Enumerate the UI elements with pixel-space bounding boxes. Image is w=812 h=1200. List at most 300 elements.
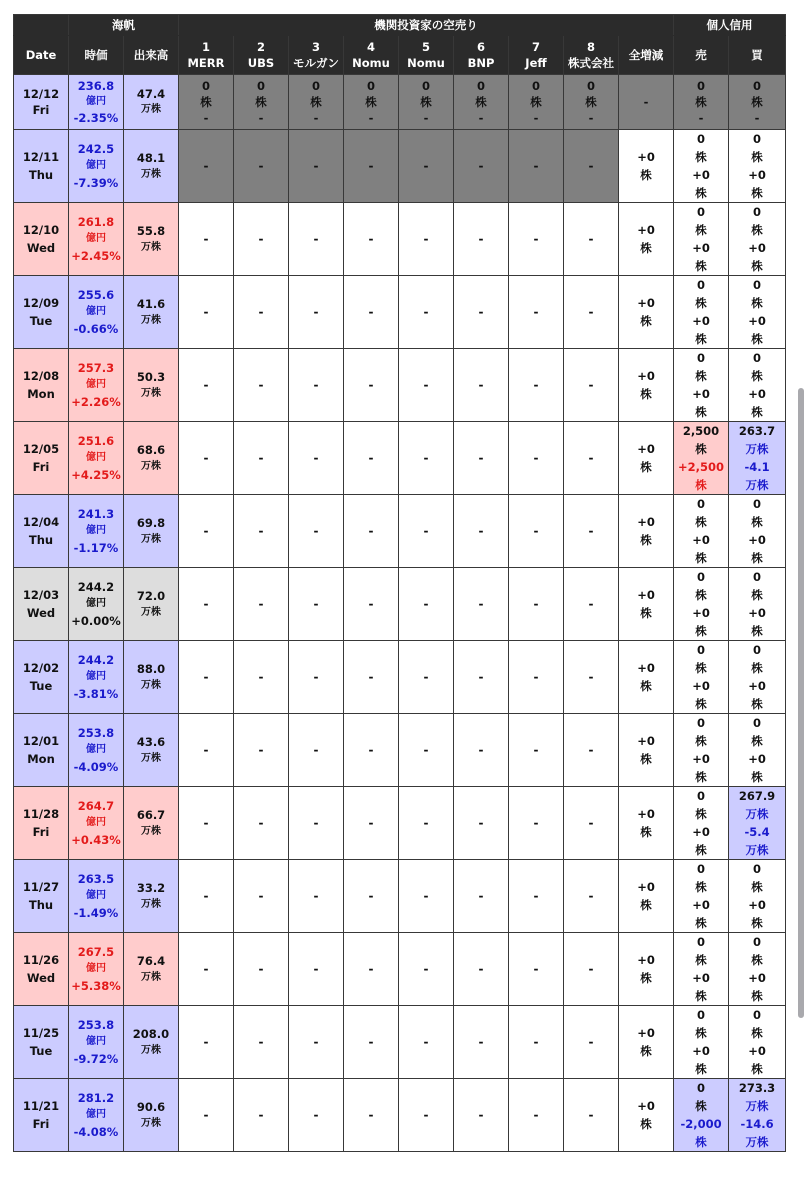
volume-cell [124,75,179,130]
inst-short-cell [234,568,289,641]
empty-dash: - [258,378,264,392]
date-group-spacer [14,15,69,36]
total-change-line: 株 [640,1117,652,1131]
empty-dash: - [368,597,374,611]
inst-short-cell [234,787,289,860]
inst-short-cell [344,203,399,276]
inst-short-cell [564,1079,619,1152]
inst-short-cell [564,75,619,130]
retail-sell-line: 株 [695,697,707,711]
inst-short-cell [399,276,454,349]
retail-sell-line: 0 [697,1081,706,1095]
date-cell [14,1006,69,1079]
inst-short-line: - [313,111,319,125]
retail-sell-line: 0 [697,570,706,584]
weekday-value: Wed [26,971,56,985]
price-cell [69,1006,124,1079]
empty-dash: - [533,524,539,538]
inst-column-name: UBS [247,56,275,70]
retail-sell-line: 株 [695,259,707,273]
empty-dash: - [478,816,484,830]
inst-short-cell [454,203,509,276]
retail-buy-line: 株 [751,369,763,383]
inst-short-cell [509,860,564,933]
inst-short-cell [454,130,509,203]
retail-sell-line: 株 [695,807,707,821]
date-cell [14,568,69,641]
price-unit: 億円 [86,1036,106,1047]
inst-column-header [399,36,454,75]
inst-column-number: 1 [201,40,210,54]
retail-buy-line: 株 [751,880,763,894]
inst-short-cell [564,495,619,568]
inst-short-cell [454,1079,509,1152]
inst-short-line: 0 [531,79,540,93]
volume-value: 76.4 [136,954,166,968]
empty-dash: - [258,159,264,173]
retail-sell-line: +0 [692,971,710,985]
price-value: 257.3 [77,361,115,375]
retail-buy-line: 株 [751,405,763,419]
price-cell [69,130,124,203]
inst-short-cell [509,349,564,422]
retail-sell-line: 0 [697,789,706,803]
retail-buy-line: 株 [751,186,763,200]
retail-sell-line: +0 [692,241,710,255]
inst-short-cell [399,422,454,495]
volume-value: 68.6 [136,443,166,457]
inst-short-cell [399,641,454,714]
price-change: -0.66% [73,322,119,336]
retail-sell-line: +0 [692,168,710,182]
inst-short-line: 株 [255,95,267,109]
price-change: -9.72% [73,1052,119,1066]
empty-dash: - [203,1035,209,1049]
empty-dash: - [368,232,374,246]
empty-dash: - [423,232,429,246]
retail-buy-line: +0 [748,241,766,255]
inst-short-cell [564,787,619,860]
retail-buy-line: 株 [751,1026,763,1040]
table-row [14,130,786,203]
empty-dash: - [478,524,484,538]
inst-short-line: 株 [365,95,377,109]
retail-buy-line: 万株 [745,1135,769,1149]
retail-sell-line: 0 [697,132,706,146]
inst-short-cell [234,933,289,1006]
retail-sell-line: 株 [695,332,707,346]
retail-sell-line: 株 [695,369,707,383]
retail-sell-line: 株 [695,405,707,419]
retail-sell-line: 株 [695,843,707,857]
retail-sell-line: +0 [692,1044,710,1058]
weekday-value: Thu [28,533,54,547]
price-cell [69,568,124,641]
empty-dash: - [203,743,209,757]
table-row [14,422,786,495]
retail-buy-line: 0 [753,935,762,949]
retail-buy-line: 0 [753,79,762,93]
inst-short-cell [344,349,399,422]
date-cell [14,276,69,349]
retail-buy-line: 263.7 [738,424,776,438]
weekday-value: Tue [29,679,53,693]
table-body [14,75,786,1152]
empty-dash: - [258,524,264,538]
retail-buy-line: 0 [753,1008,762,1022]
empty-dash: - [313,743,319,757]
volume-unit: 万株 [141,607,161,618]
empty-dash: - [203,232,209,246]
inst-short-cell [234,860,289,933]
retail-buy-line: 0 [753,570,762,584]
date-cell [14,75,69,130]
weekday-value: Thu [28,898,54,912]
date-cell [14,422,69,495]
retail-credit-group-header: 個人信用 [674,15,786,36]
inst-short-cell [234,1006,289,1079]
retail-buy-line: 株 [751,551,763,565]
empty-dash: - [533,305,539,319]
empty-dash: - [423,159,429,173]
empty-dash: - [258,889,264,903]
retail-sell-cell [674,641,729,714]
inst-short-cell [564,349,619,422]
total-change-line: +0 [637,880,655,894]
inst-short-cell [289,276,344,349]
volume-unit: 万株 [141,169,161,180]
retail-sell-line: +0 [692,533,710,547]
price-unit: 億円 [86,598,106,609]
retail-sell-cell [674,495,729,568]
retail-sell-line: 株 [695,916,707,930]
inst-short-cell [289,349,344,422]
total-change-line: +0 [637,296,655,310]
inst-short-cell [289,933,344,1006]
total-change-column-header: 全増減 [619,36,674,75]
date-value: 11/28 [22,807,60,821]
price-cell [69,276,124,349]
total-change-cell [619,422,674,495]
inst-short-cell [234,276,289,349]
retail-buy-line: 267.9 [738,789,776,803]
table-header [14,15,786,75]
retail-buy-cell [729,130,786,203]
date-cell [14,787,69,860]
price-change: -3.81% [73,687,119,701]
price-change: -1.49% [73,906,119,920]
empty-dash: - [533,378,539,392]
empty-dash: - [478,597,484,611]
inst-short-cell [234,203,289,276]
volume-unit: 万株 [141,972,161,983]
inst-short-line: 0 [476,79,485,93]
price-cell [69,787,124,860]
empty-dash: - [368,816,374,830]
inst-column-header [564,36,619,75]
total-change-line: +0 [637,442,655,456]
retail-buy-cell [729,568,786,641]
inst-short-cell [179,422,234,495]
volume-value: 72.0 [136,589,166,603]
weekday-value: Fri [32,460,50,474]
total-change-line: +0 [637,223,655,237]
date-value: 12/08 [22,369,60,383]
inst-short-cell [399,787,454,860]
empty-dash: - [203,889,209,903]
date-value: 12/09 [22,296,60,310]
inst-short-cell [344,422,399,495]
empty-dash: - [313,597,319,611]
retail-sell-line: 株 [695,186,707,200]
inst-short-line: 株 [475,95,487,109]
volume-unit: 万株 [141,1045,161,1056]
inst-short-cell [179,933,234,1006]
retail-sell-line: 0 [697,497,706,511]
price-unit: 億円 [86,890,106,901]
inst-short-cell [344,75,399,130]
inst-short-cell [179,349,234,422]
sell-column-header: 売 [674,36,729,75]
empty-dash: - [313,232,319,246]
inst-column-name: 株式会社 [568,56,614,70]
inst-short-cell [344,276,399,349]
table-row [14,641,786,714]
inst-short-cell [179,1079,234,1152]
total-change-line: +0 [637,150,655,164]
retail-sell-cell [674,203,729,276]
price-value: 255.6 [77,288,115,302]
scrollbar-thumb[interactable] [798,388,804,1018]
retail-buy-line: +0 [748,387,766,401]
inst-short-cell [509,130,564,203]
total-change-line: +0 [637,515,655,529]
weekday-value: Fri [32,1117,50,1131]
total-change-line: +0 [637,807,655,821]
total-change-line: +0 [637,953,655,967]
table-row [14,787,786,860]
empty-dash: - [533,451,539,465]
inst-short-cell [564,641,619,714]
retail-buy-line: +0 [748,898,766,912]
retail-buy-line: 株 [751,332,763,346]
retail-sell-line: 株 [695,770,707,784]
retail-sell-line: 2,500 [682,424,720,438]
retail-buy-line: 万株 [745,478,769,492]
empty-dash: - [258,451,264,465]
retail-sell-cell [674,787,729,860]
inst-short-cell [179,787,234,860]
retail-sell-line: 株 [695,880,707,894]
inst-short-cell [399,1079,454,1152]
table-row [14,203,786,276]
retail-buy-line: 株 [751,588,763,602]
inst-column-number: 8 [586,40,595,54]
inst-short-line: 株 [585,95,597,109]
retail-sell-line: 株 [695,734,707,748]
retail-buy-line: - [754,111,760,125]
volume-unit: 万株 [141,388,161,399]
inst-short-cell [564,203,619,276]
inst-column-header [289,36,344,75]
retail-sell-line: +2,500 [678,460,725,474]
price-unit: 億円 [86,306,106,317]
empty-dash: - [203,305,209,319]
volume-cell [124,933,179,1006]
retail-sell-line: 株 [695,478,707,492]
date-value: 11/21 [22,1099,60,1113]
inst-short-line: - [258,111,264,125]
empty-dash: - [313,378,319,392]
empty-dash: - [478,889,484,903]
inst-column-number: 7 [531,40,540,54]
empty-dash: - [368,1035,374,1049]
retail-buy-cell [729,203,786,276]
total-change-cell [619,276,674,349]
empty-dash: - [588,816,594,830]
retail-buy-line: 273.3 [738,1081,776,1095]
total-change-cell [619,1006,674,1079]
inst-column-number: 4 [366,40,375,54]
empty-dash: - [368,159,374,173]
retail-buy-cell [729,787,786,860]
empty-dash: - [313,451,319,465]
inst-short-cell [344,641,399,714]
inst-short-cell [509,568,564,641]
volume-unit: 万株 [141,1118,161,1129]
total-change-line: 株 [640,679,652,693]
empty-dash: - [203,597,209,611]
empty-dash: - [478,159,484,173]
volume-value: 90.6 [136,1100,166,1114]
volume-unit: 万株 [141,315,161,326]
retail-buy-line: +0 [748,314,766,328]
empty-dash: - [588,451,594,465]
inst-short-cell [179,860,234,933]
inst-short-cell [399,349,454,422]
date-cell [14,860,69,933]
inst-short-cell [234,641,289,714]
inst-short-cell [509,203,564,276]
retail-buy-cell [729,495,786,568]
retail-buy-line: 株 [751,1062,763,1076]
inst-short-line: - [368,111,374,125]
retail-sell-cell [674,1006,729,1079]
inst-short-cell [509,641,564,714]
date-cell [14,495,69,568]
inst-short-cell [564,422,619,495]
date-cell [14,349,69,422]
empty-dash: - [313,524,319,538]
inst-short-cell [454,933,509,1006]
inst-short-cell [344,130,399,203]
price-cell [69,641,124,714]
inst-short-cell [289,787,344,860]
empty-dash: - [423,597,429,611]
retail-buy-line: 0 [753,132,762,146]
volume-value: 47.4 [136,87,166,101]
inst-short-cell [454,349,509,422]
empty-dash: - [203,962,209,976]
retail-sell-cell [674,933,729,1006]
inst-short-cell [454,75,509,130]
weekday-value: Wed [26,241,56,255]
retail-buy-line: 株 [751,989,763,1003]
weekday-value: Fri [32,825,50,839]
inst-column-name: BNP [467,56,495,70]
date-value: 12/10 [22,223,60,237]
empty-dash: - [533,1108,539,1122]
empty-dash: - [368,524,374,538]
retail-buy-line: -14.6 [740,1117,774,1131]
inst-short-cell [564,276,619,349]
retail-buy-line: 株 [751,515,763,529]
volume-cell [124,349,179,422]
total-change-line: 株 [640,825,652,839]
empty-dash: - [368,1108,374,1122]
total-change-line: +0 [637,661,655,675]
retail-sell-cell [674,1079,729,1152]
retail-buy-line: +0 [748,606,766,620]
inst-short-cell [289,714,344,787]
total-change-cell [619,860,674,933]
volume-unit: 万株 [141,899,161,910]
total-change-line: 株 [640,898,652,912]
date-cell [14,130,69,203]
volume-value: 48.1 [136,151,166,165]
empty-dash: - [478,743,484,757]
price-change: -1.17% [73,541,119,555]
empty-dash: - [313,159,319,173]
retail-buy-cell [729,714,786,787]
volume-value: 33.2 [136,881,166,895]
date-value: 11/27 [22,880,60,894]
retail-sell-cell [674,422,729,495]
retail-buy-line: 0 [753,205,762,219]
date-cell [14,641,69,714]
retail-sell-line: +0 [692,606,710,620]
retail-sell-line: 株 [695,1135,707,1149]
total-change-line: 株 [640,971,652,985]
volume-unit: 万株 [141,242,161,253]
empty-dash: - [368,670,374,684]
empty-dash: - [368,962,374,976]
inst-short-cell [179,714,234,787]
retail-buy-cell [729,860,786,933]
price-cell [69,422,124,495]
retail-buy-line: 0 [753,351,762,365]
inst-short-cell [289,422,344,495]
price-unit: 億円 [86,96,106,107]
volume-unit: 万株 [141,534,161,545]
volume-unit: 万株 [141,461,161,472]
total-change-cell [619,714,674,787]
total-change-cell [619,130,674,203]
inst-short-cell [179,203,234,276]
inst-short-cell [454,641,509,714]
inst-short-cell [179,75,234,130]
retail-buy-line: 株 [751,259,763,273]
volume-column-header: 出来高 [124,36,179,75]
retail-buy-line: +0 [748,752,766,766]
table-row [14,75,786,130]
table-row [14,349,786,422]
total-change-line: 株 [640,460,652,474]
volume-value: 50.3 [136,370,166,384]
price-value: 242.5 [77,142,115,156]
weekday-value: Tue [29,1044,53,1058]
empty-dash: - [533,889,539,903]
